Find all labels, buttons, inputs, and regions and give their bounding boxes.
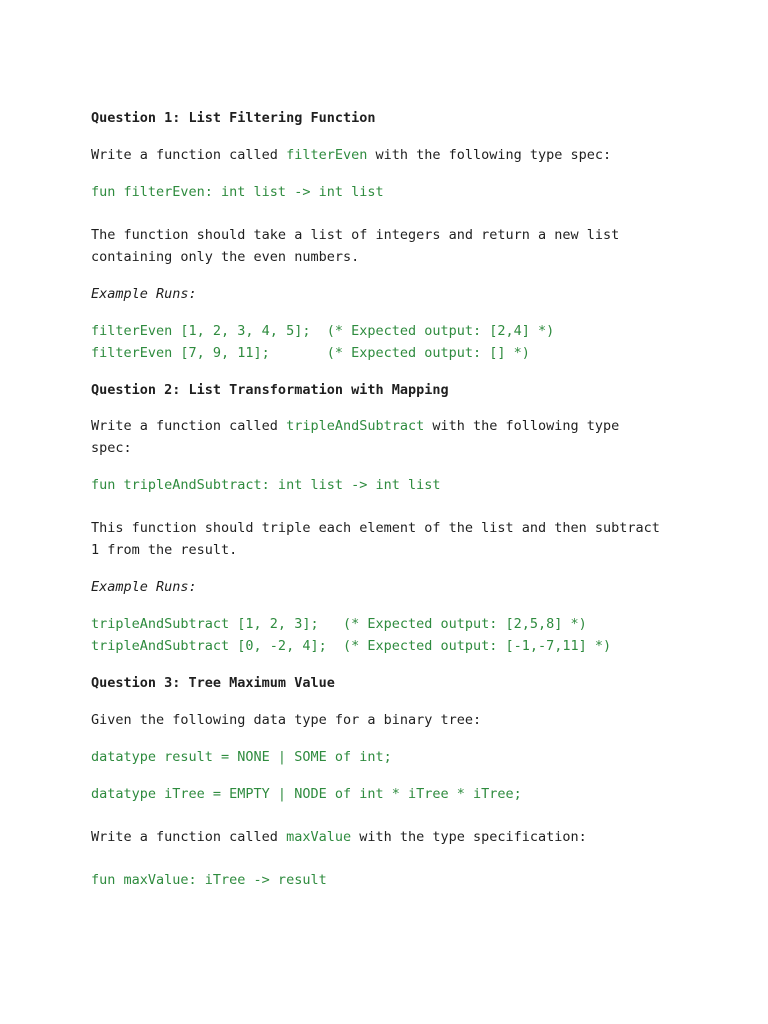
q3-task-post: with the type specification: bbox=[351, 829, 587, 845]
q1-example-2: filterEven [7, 9, 11]; (* Expected output: [] *) bbox=[91, 345, 530, 361]
q2-intro-post: with the following type bbox=[424, 418, 620, 434]
q1-description-line2: containing only the even numbers. bbox=[91, 249, 360, 265]
q1-intro bbox=[91, 144, 611, 166]
q2-description-line2: 1 from the result. bbox=[91, 542, 238, 558]
q3-task bbox=[91, 826, 587, 848]
q3-intro: Given the following data type for a binary tree: bbox=[91, 712, 482, 728]
q1-description-line1: The function should take a list of integers and return a new list bbox=[91, 227, 620, 243]
q1-type-spec: fun filterEven: int list -> int list bbox=[91, 184, 384, 200]
q2-description-line1: This function should triple each element of the list and then subtract bbox=[91, 520, 660, 536]
q1-heading: Question 1: List Filtering Function bbox=[91, 110, 376, 126]
q3-task-pre: Write a function called bbox=[91, 829, 287, 845]
q3-datatype-itree: datatype iTree = EMPTY | NODE of int * iTree * iTree; bbox=[91, 786, 522, 802]
q1-intro-post: with the following type spec: bbox=[367, 147, 612, 163]
q2-intro-pre: Write a function called bbox=[91, 418, 287, 434]
q1-example-1: filterEven [1, 2, 3, 4, 5]; (* Expected output: [2,4] *) bbox=[91, 323, 555, 339]
q1-example-label: Example Runs: bbox=[91, 286, 197, 302]
q2-example-2: tripleAndSubtract [0, -2, 4]; (* Expected output: [-1,-7,11] *) bbox=[91, 638, 612, 654]
q3-task-code: maxValue bbox=[286, 829, 352, 845]
q1-intro-code: filterEven bbox=[286, 147, 368, 163]
q2-example-1: tripleAndSubtract [1, 2, 3]; (* Expected output: [2,5,8] *) bbox=[91, 616, 587, 632]
q2-type-spec: fun tripleAndSubtract: int list -> int list bbox=[91, 477, 441, 493]
q3-datatype-result: datatype result = NONE | SOME of int; bbox=[91, 749, 392, 765]
q2-intro-line2: spec: bbox=[91, 440, 132, 456]
q3-type-spec: fun maxValue: iTree -> result bbox=[91, 872, 327, 888]
q1-intro-pre: Write a function called bbox=[91, 147, 287, 163]
q2-example-label: Example Runs: bbox=[91, 579, 197, 595]
q3-heading: Question 3: Tree Maximum Value bbox=[91, 675, 335, 691]
q2-intro bbox=[91, 415, 619, 437]
q2-intro-code: tripleAndSubtract bbox=[286, 418, 425, 434]
q2-heading: Question 2: List Transformation with Mapping bbox=[91, 382, 449, 398]
